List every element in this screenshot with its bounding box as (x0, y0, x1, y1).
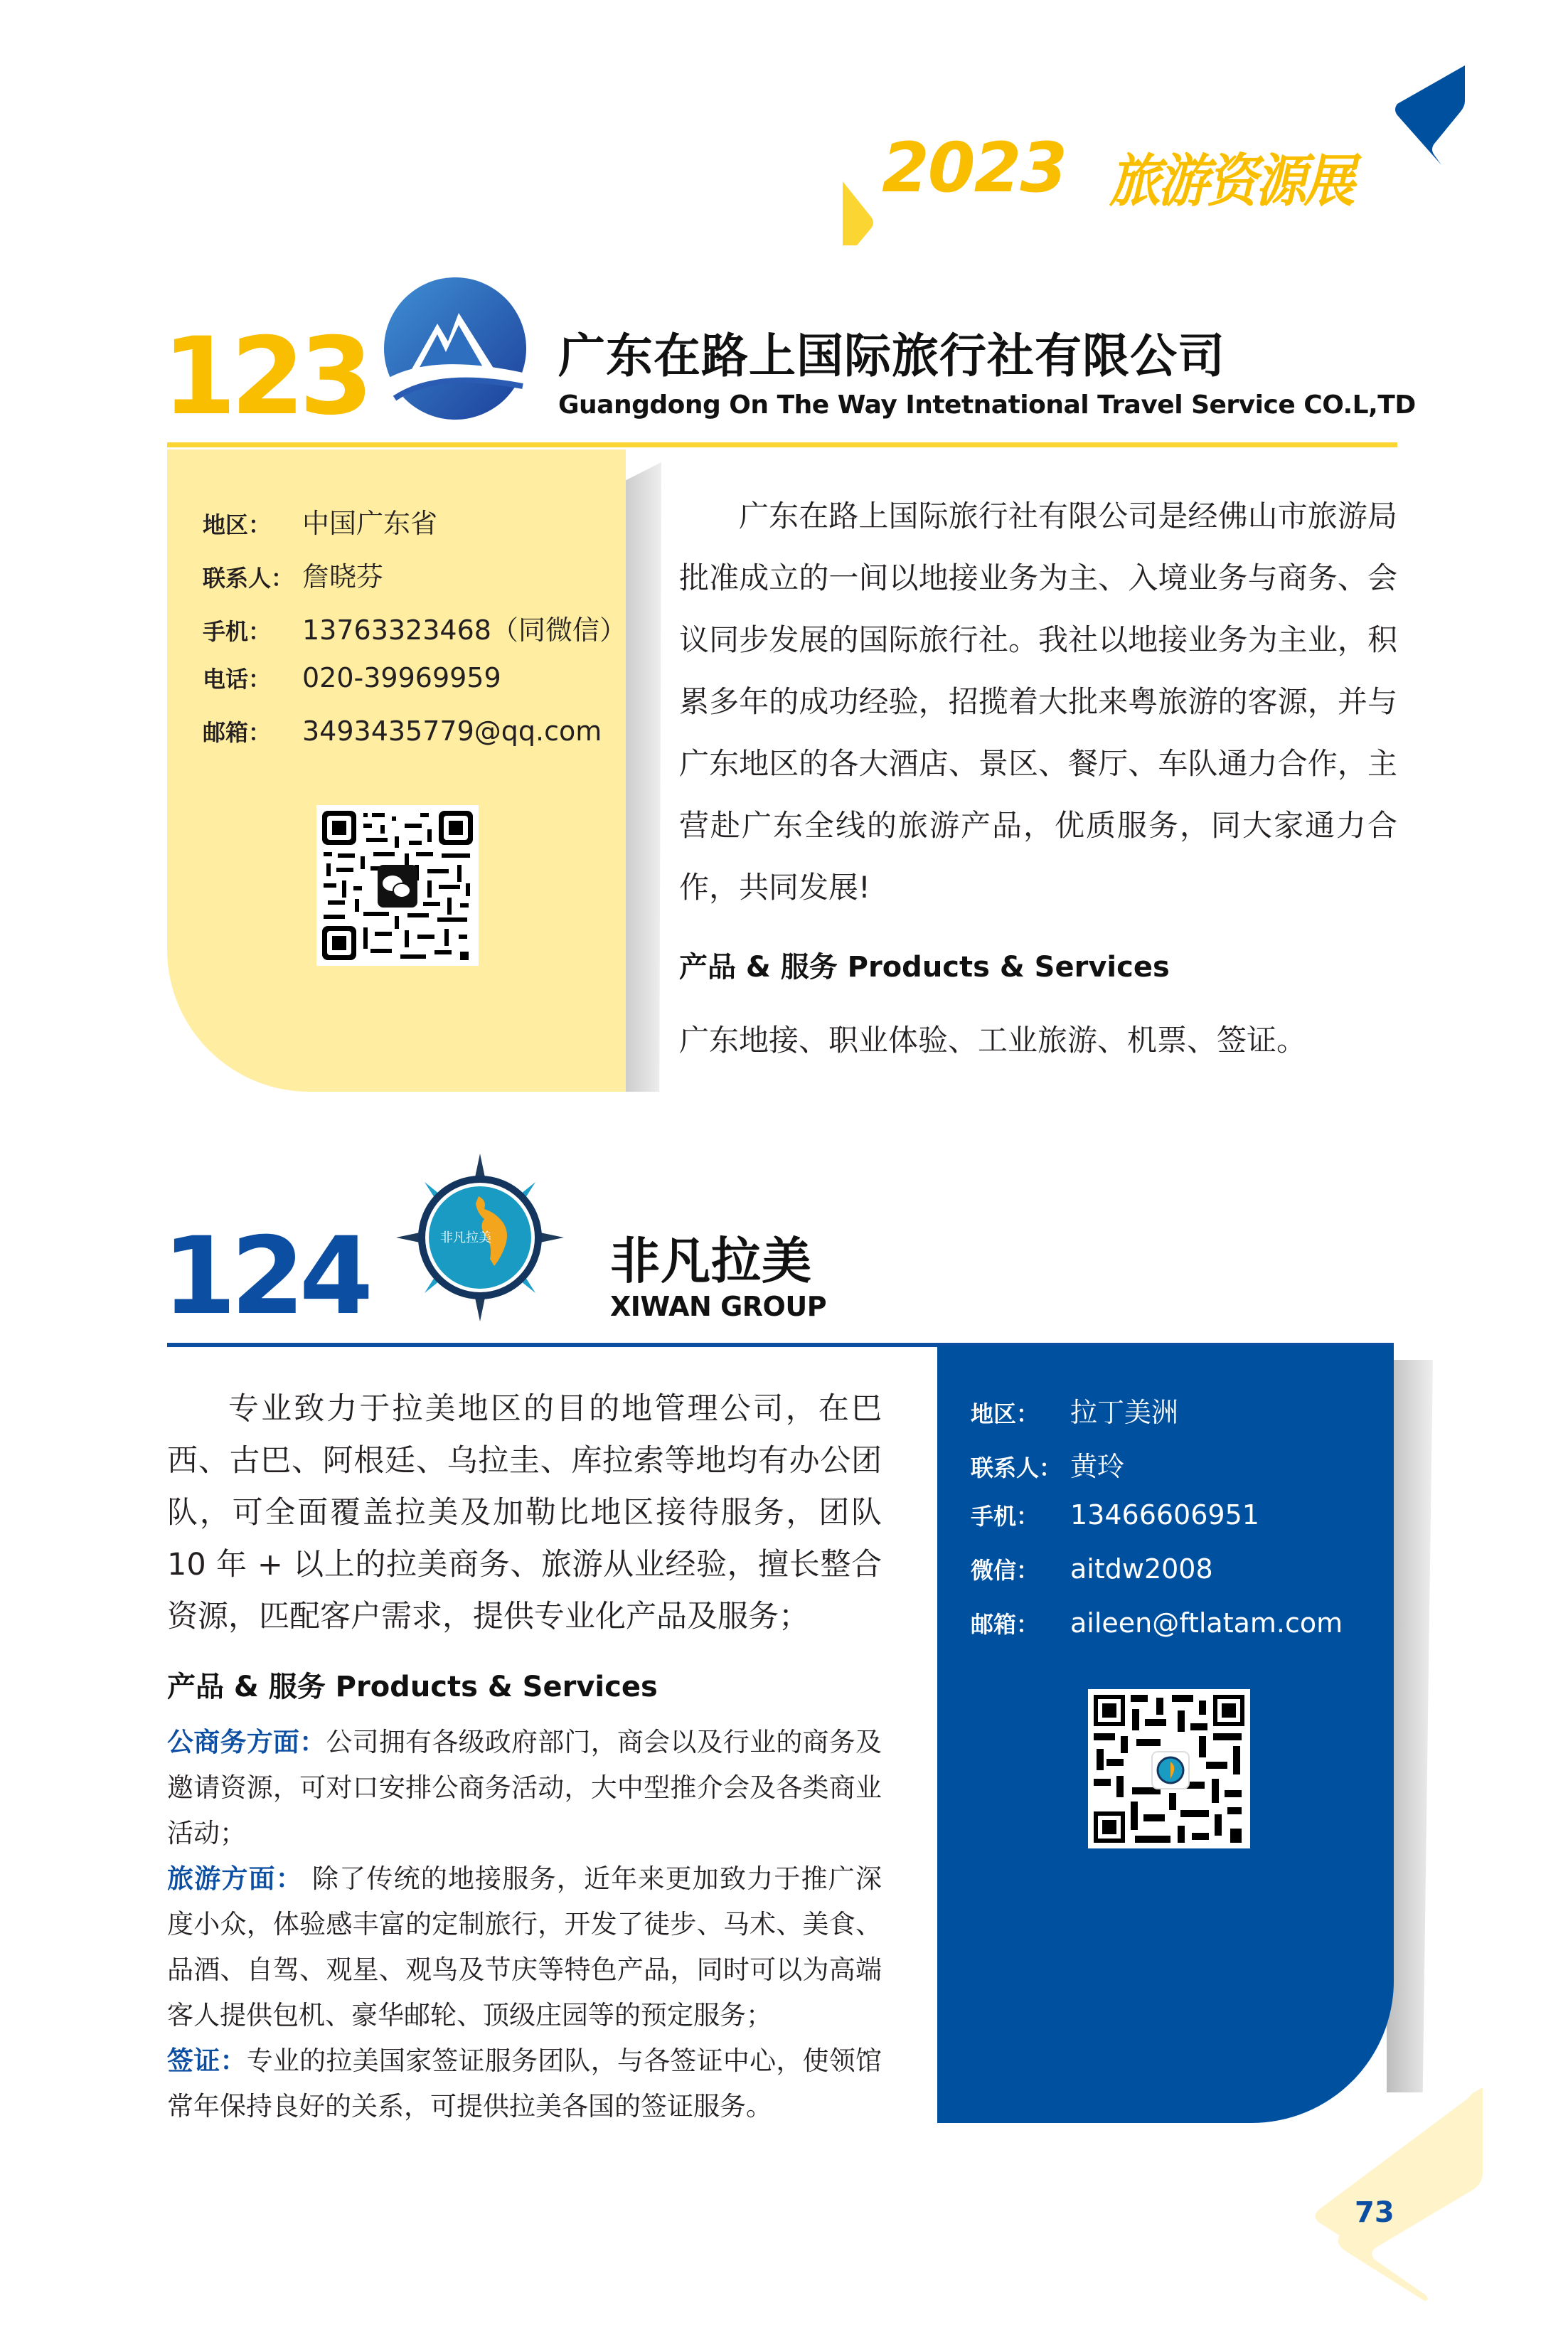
products-heading: 产品 & 服务 Products & Services (679, 951, 1170, 984)
company-description (167, 1383, 882, 1643)
label: 微信： (971, 1557, 1040, 1584)
region-value: 中国广东省 (302, 508, 438, 539)
products-list: 广东地接、职业体验、工业旅游、机票、签证。 (679, 1023, 1307, 1058)
company-name-cn: 非凡拉美 (610, 1232, 812, 1290)
service-text: 公司拥有各级政府部门，商会以及行业的商务及邀请资源，可对口安排公商务活动，大中型推介会及各类商业活动； (167, 1727, 882, 1848)
qr-code-icon (1092, 1693, 1246, 1844)
contact-row-phone (203, 661, 626, 715)
label: 邮箱： (203, 719, 272, 746)
contact-row-person (971, 1444, 1343, 1499)
entry-number: 124 (162, 1215, 368, 1339)
description-text: 广东在路上国际旅行社有限公司是经佛山市旅游局批准成立的一间以地接业务为主、入境业务与商务、会议同步发展的国际旅行社。我社以地接业务为主业，积累多年的成功经验，招揽着大批来粤旅游的客源，并与广东地区的各大酒店、景区、餐厅、车队通力合作，主营赴广东全线的旅游产品，优质服务，同大家通力合作，共同发展! (679, 499, 1397, 905)
description-text: 专业致力于拉美地区的目的地管理公司，在巴西、古巴、阿根廷、乌拉圭、库拉索等地均有办公团队，可全面覆盖拉美及加勒比地区接待服务，团队 10 年 + 以上的拉美商务、旅游从业经验，擅长整合资源，匹配客户需求，提供专业化产品及服务； (167, 1391, 882, 1634)
label: 联系人： (971, 1454, 1062, 1481)
contact-info (203, 501, 626, 768)
contact-row-mobile (203, 608, 626, 661)
service-item-business (167, 1720, 882, 1856)
services-list (167, 1720, 882, 2129)
wechat-qr-code[interactable] (316, 805, 479, 966)
company-description (679, 485, 1397, 918)
contact-row-email (971, 1607, 1343, 1661)
label: 手机： (971, 1503, 1040, 1530)
service-label: 公商务方面： (167, 1727, 326, 1757)
label: 电话： (203, 666, 272, 693)
email-value[interactable]: aileen@ftlatam.com (1070, 1607, 1343, 1639)
logo-text: 非凡拉美 (440, 1230, 491, 1245)
contact-row-region (203, 501, 626, 555)
service-item-visa (167, 2038, 882, 2129)
mobile-value[interactable]: 13763323468（同微信） (302, 614, 626, 646)
label: 地区： (971, 1400, 1040, 1427)
label: 邮箱： (971, 1611, 1040, 1638)
qr-code-icon (321, 809, 474, 962)
mobile-value[interactable]: 13466606951 (1070, 1499, 1259, 1531)
company-name-en: Guangdong On The Way Intetnational Travel Service CO.L,TD (558, 390, 1416, 420)
blue-chevron-decoration (1383, 65, 1468, 165)
contact-info (971, 1390, 1343, 1661)
phone-value[interactable]: 020-39969959 (302, 662, 501, 693)
label: 联系人： (203, 565, 294, 592)
compass-latin-america-logo-icon (395, 1152, 565, 1323)
contact-row-mobile (971, 1499, 1343, 1553)
contact-row-wechat (971, 1553, 1343, 1607)
contact-row-email (203, 715, 626, 768)
service-text: 除了传统的地接服务，近年来更加致力于推广深度小众，体验感丰富的定制旅行，开发了徒步、马术、美食、品酒、自驾、观星、观鸟及节庆等特色产品，同时可以为高端客人提供包机、豪华邮轮、顶级庄园等的预定服务； (167, 1863, 882, 2031)
products-heading: 产品 & 服务 Products & Services (167, 1671, 658, 1703)
company-name-en: XIWAN GROUP (610, 1291, 827, 1322)
region-value: 拉丁美洲 (1070, 1397, 1179, 1428)
wechat-qr-code[interactable] (1088, 1689, 1250, 1848)
section-divider (167, 442, 1397, 447)
expo-title: 旅游资源展 (1109, 148, 1353, 214)
page-number: 73 (1355, 2196, 1394, 2229)
service-label: 签证： (167, 2045, 247, 2076)
contact-row-person (203, 555, 626, 608)
label: 地区： (203, 511, 272, 538)
label: 手机： (203, 618, 272, 645)
service-text: 专业的拉美国家签证服务团队，与各签证中心，使领馆常年保持良好的关系，可提供拉美各国的签证服务。 (167, 2045, 882, 2122)
service-label: 旅游方面： (167, 1863, 304, 1894)
entry-number: 123 (162, 315, 368, 439)
company-name-cn: 广东在路上国际旅行社有限公司 (558, 329, 1225, 383)
contact-person-value: 黄玲 (1070, 1451, 1125, 1482)
expo-year: 2023 (882, 128, 1067, 208)
service-item-tourism (167, 1856, 882, 2038)
contact-person-value: 詹晓芬 (302, 561, 384, 592)
email-value[interactable]: 3493435779@qq.com (302, 715, 602, 747)
mountain-road-logo-icon (380, 274, 530, 423)
contact-row-region (971, 1390, 1343, 1444)
page-number-chevron-decoration (1305, 2087, 1490, 2301)
wechat-value[interactable]: aitdw2008 (1070, 1553, 1213, 1585)
